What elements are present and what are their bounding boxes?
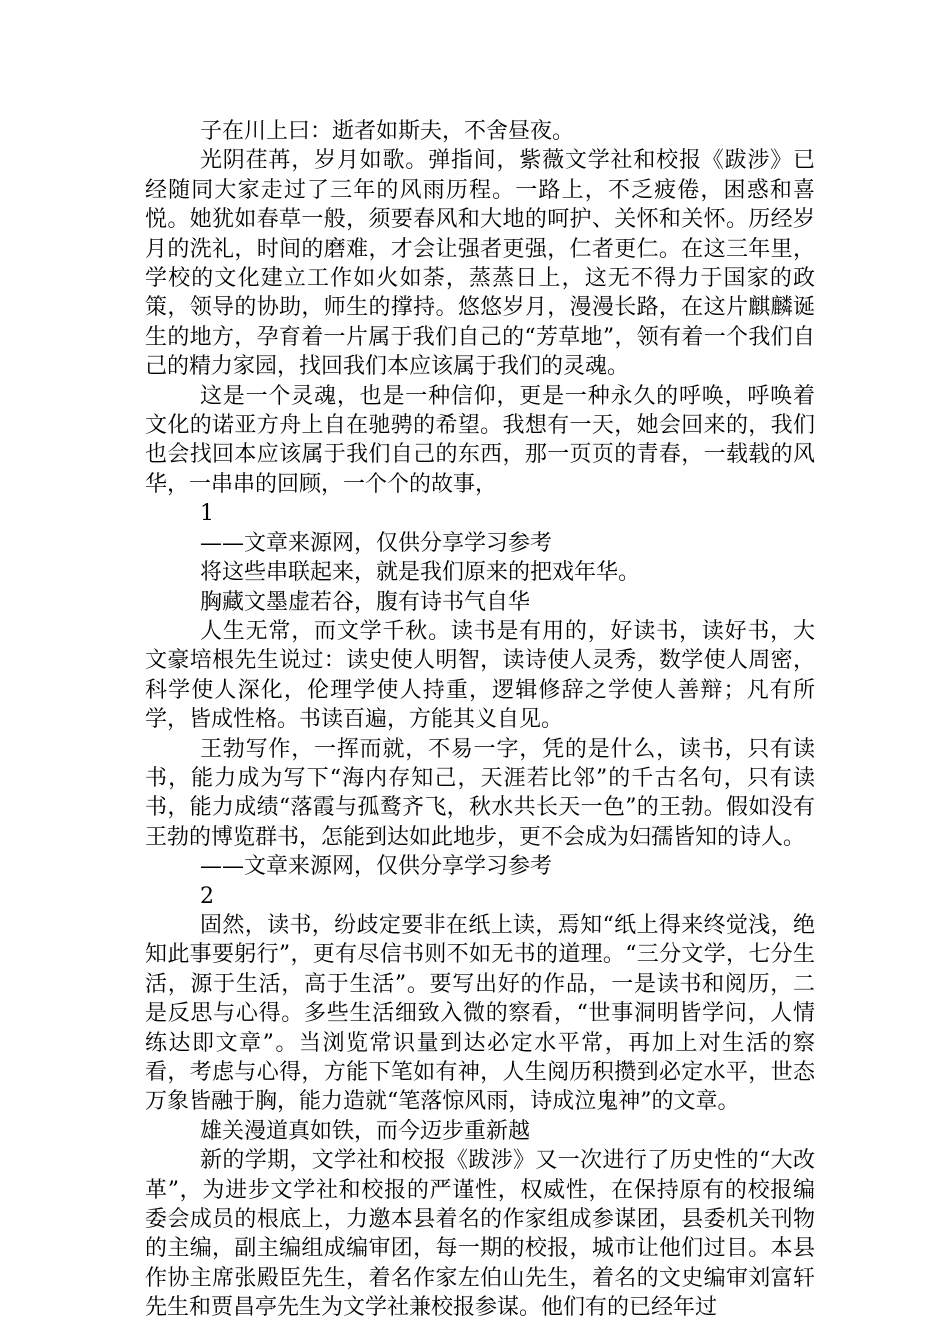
section-heading: 胸藏文墨虚若谷，腹有诗书气自华 (200, 589, 531, 615)
paragraph-life: 固然，读书，纷歧定要非在纸上读，焉知“纸上得来终觉浅，绝知此事要躬行”，更有尽信书则不如无书的道理。“三分文学，七分生活，源于生活，高于生活”。要写出好的作品，一是读书和阅历，二是反思与心得。多些生活细致入微的察看，“世事洞明皆学问，人情练达即文章”。当浏览常识量到达必定水平常，再加上对生活的察看，考虑与心得，方能下笔如有神，人生阅历积攒到必定水平，世态万象皆融于胸，能力造就“笔落惊风雨，诗成泣鬼神”的文章。 (145, 912, 815, 1115)
paragraph-soul: 这是一个灵魂，也是一种信仰，更是一种永久的呼唤，呼唤着文化的诺亚方舟上自在驰骋的希望。我想有一天，她会回来的，我们也会找回本应该属于我们自己的东西，那一页页的青春，一载载的风华，一串串的回顾，一个个的故事， (145, 383, 815, 497)
page-number: 2 (200, 883, 214, 909)
paragraph-connect: 将这些串联起来，就是我们原来的把戏年华。 (200, 560, 641, 586)
paragraph-new-term: 新的学期，文学社和校报《跋涉》又一次进行了历史性的“大改革”，为进步文学社和校报的严谨性，权威性，在保持原有的校报编委会成员的根底上，力邀本县着名的作家组成参谋团，县委机关刊物的主编，副主编组成编审团，每一期的校报，城市让他们过目。本县作协主席张殿臣先生，着名作家左伯山先生，着名的文史编审刘富轩先生和贾昌亭先生为文学社兼校报参谋。他们有的已经年过 (145, 1148, 815, 1321)
document-body (145, 117, 815, 1323)
paragraph-reading: 人生无常，而文学千秋。读书是有用的，好读书，读好书，大文豪培根先生说过：读史使人明智，读诗使人灵秀，数学使人周密，科学使人深化，伦理学使人持重，逻辑修辞之学使人善辩；凡有所学，皆成性格。书读百遍，方能其义自见。 (145, 618, 815, 733)
section-heading: 雄关漫道真如铁，而今迈步重新越 (200, 1118, 531, 1144)
source-note: ——文章来源网，仅供分享学习参考 (200, 530, 553, 556)
source-note: ——文章来源网，仅供分享学习参考 (200, 854, 553, 880)
page-number: 1 (200, 501, 214, 527)
paragraph-quote: 子在川上曰：逝者如斯夫，不舍昼夜。 (200, 119, 575, 144)
paragraph-wangbo: 王勃写作，一挥而就，不易一字，凭的是什么，读书，只有读书，能力成为写下“海内存知己，天涯若比邻”的千古名句，只有读书，能力成绩“落霞与孤鹜齐飞，秋水共长天一色”的王勃。假如没有王勃的博览群书，怎能到达如此地步，更不会成为妇孺皆知的诗人。 (145, 736, 815, 850)
paragraph-intro: 光阴荏苒，岁月如歌。弹指间，紫薇文学社和校报《跋涉》已经随同大家走过了三年的风雨历程。一路上，不乏疲倦，困惑和喜悦。她犹如春草一般，须要春风和大地的呵护、关怀和关怀。历经岁月的洗礼，时间的磨难，才会让强者更强，仁者更仁。在这三年里，学校的文化建立工作如火如荼，蒸蒸日上，这无不得力于国家的政策，领导的协助，师生的撑持。悠悠岁月，漫漫长路，在这片麒麟诞生的地方，孕育着一片属于我们自己的“芳草地”，领有着一个我们自己的精力家园，找回我们本应该属于我们的灵魂。 (145, 148, 815, 380)
